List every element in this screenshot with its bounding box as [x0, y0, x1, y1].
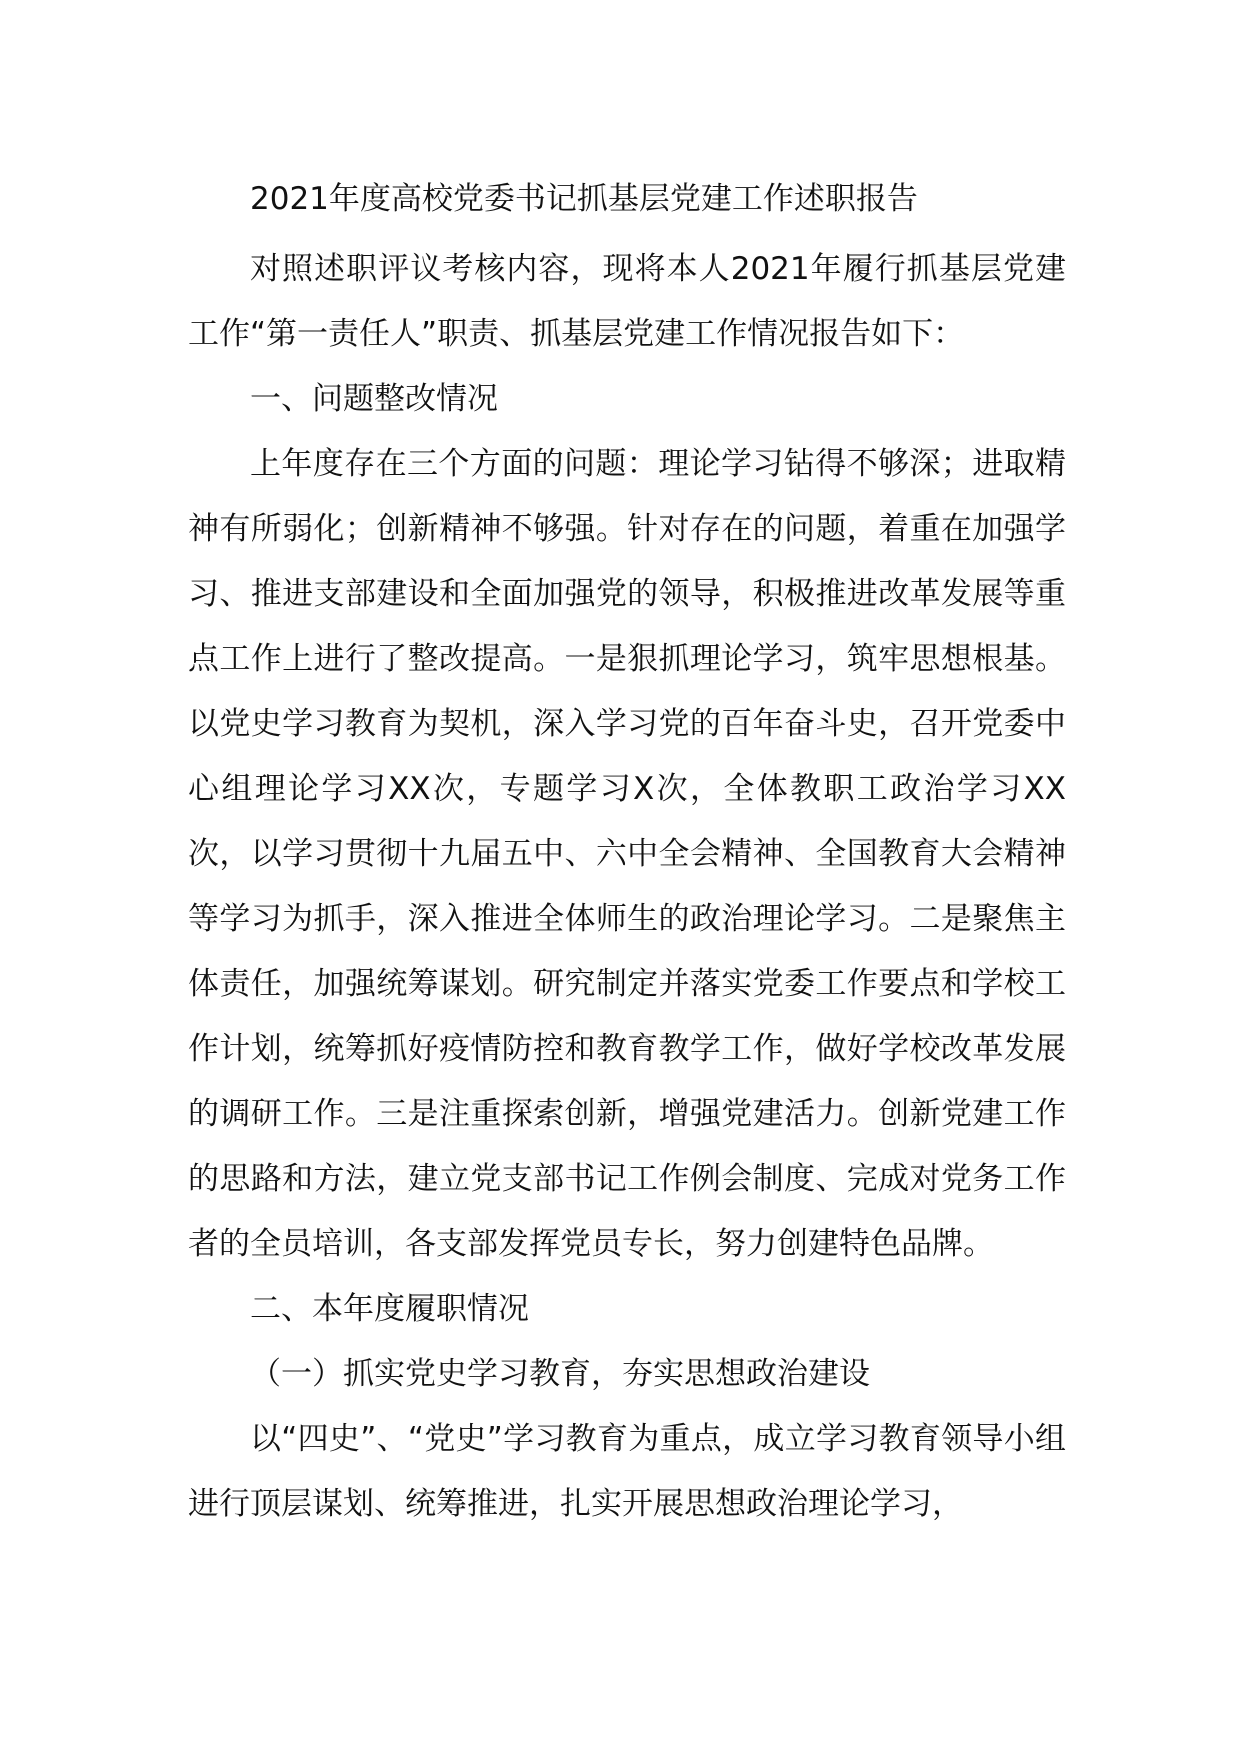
intro-paragraph: 对照述职评议考核内容，现将本人2021年履行抓基层党建工作“第一责任人”职责、抓基层党建工作情况报告如下： — [188, 251, 1066, 352]
document-title: 2021年度高校党委书记抓基层党建工作述职报告 — [250, 181, 918, 217]
section-heading-2: 二、本年度履职情况 — [250, 1291, 529, 1327]
body-paragraph: 上年度存在三个方面的问题：理论学习钻得不够深；进取精神有所弱化；创新精神不够强。针对存在的问题，着重在加强学习、推进支部建设和全面加强党的领导，积极推进改革发展等重点工作上进行了整改提高。一是狠抓理论学习，筑牢思想根基。以党史学习教育为契机，深入学习党的百年奋斗史，召开党委中心组理论学习XX次，专题学习X次，全体教职工政治学习XX次，以学习贯彻十九届五中、六中全会精神、全国教育大会精神等学习为抓手，深入推进全体师生的政治理论学习。二是聚焦主体责任，加强统筹谋划。研究制定并落实党委工作要点和学校工作计划，统筹抓好疫情防控和教育教学工作，做好学校改革发展的调研工作。三是注重探索创新，增强党建活力。创新党建工作的思路和方法，建立党支部书记工作例会制度、完成对党务工作者的全员培训，各支部发挥党员专长，努力创建特色品牌。 — [188, 446, 1066, 1262]
document-page — [188, 172, 1066, 1537]
section-heading-1: 一、问题整改情况 — [250, 381, 498, 417]
subsection-heading-1: （一）抓实党史学习教育，夯实思想政治建设 — [250, 1356, 870, 1392]
body-paragraph: 以“四史”、“党史”学习教育为重点，成立学习教育领导小组进行顶层谋划、统筹推进，扎实开展思想政治理论学习， — [188, 1421, 1066, 1522]
